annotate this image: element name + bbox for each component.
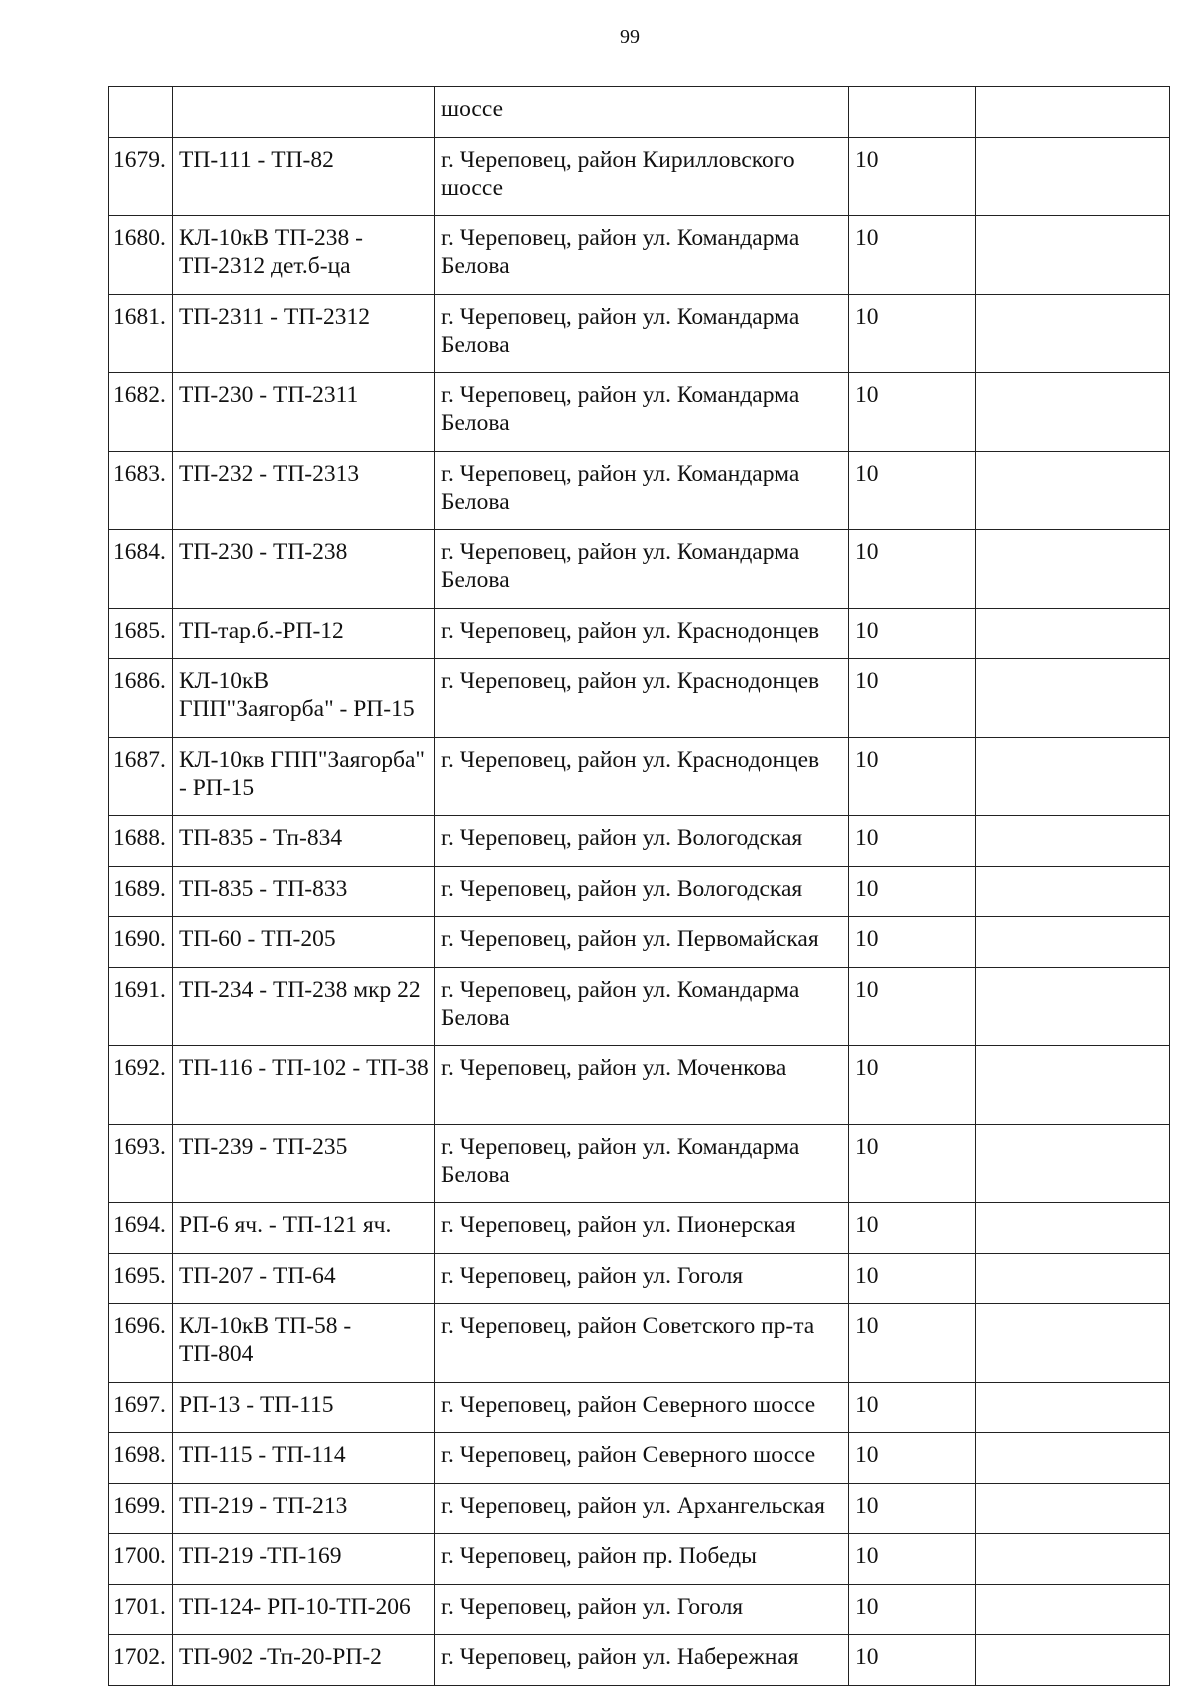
cell-address: г. Череповец, район ул. Командарма Белова [435, 294, 849, 373]
table-row [109, 1635, 1170, 1686]
cell-voltage: 10 [849, 967, 976, 1046]
cell-address: г. Череповец, район ул. Моченкова [435, 1046, 849, 1125]
table-row [109, 1124, 1170, 1203]
cell-voltage: 10 [849, 866, 976, 917]
cell-voltage: 10 [849, 294, 976, 373]
cell-line: РП-13 - ТП-115 [173, 1382, 435, 1433]
cell-voltage: 10 [849, 1433, 976, 1484]
table-row [109, 816, 1170, 867]
cell-num: 1696. [109, 1304, 173, 1383]
cell-line: КЛ-10кВ ТП-58 - ТП-804 [173, 1304, 435, 1383]
cell-note [976, 1382, 1170, 1433]
cell-voltage: 10 [849, 216, 976, 295]
cell-voltage: 10 [849, 737, 976, 816]
cable-lines-table [108, 86, 1170, 1686]
cell-address: г. Череповец, район ул. Вологодская [435, 866, 849, 917]
cell-num: 1701. [109, 1584, 173, 1635]
table-row [109, 1483, 1170, 1534]
cell-line: ТП-111 - ТП-82 [173, 137, 435, 216]
cell-num: 1686. [109, 659, 173, 738]
table-row [109, 1534, 1170, 1585]
table-row [109, 294, 1170, 373]
cell-line: ТП-835 - Тп-834 [173, 816, 435, 867]
cell-address: г. Череповец, район ул. Краснодонцев [435, 659, 849, 738]
table-row [109, 917, 1170, 968]
cell-line: ТП-116 - ТП-102 - ТП-38 [173, 1046, 435, 1125]
table-row [109, 1433, 1170, 1484]
cell-note [976, 1534, 1170, 1585]
cell-note [976, 451, 1170, 530]
cell-voltage: 10 [849, 816, 976, 867]
cell-address: г. Череповец, район Северного шоссе [435, 1382, 849, 1433]
cell-line: ТП-232 - ТП-2313 [173, 451, 435, 530]
cell-note [976, 373, 1170, 452]
cell-line: ТП-230 - ТП-2311 [173, 373, 435, 452]
cell-num: 1700. [109, 1534, 173, 1585]
cell-address: г. Череповец, район ул. Гоголя [435, 1584, 849, 1635]
cell-num: 1690. [109, 917, 173, 968]
cell-line: ТП-219 -ТП-169 [173, 1534, 435, 1585]
cell-voltage [849, 87, 976, 138]
cell-note [976, 216, 1170, 295]
cell-address: шоссе [435, 87, 849, 138]
table-row [109, 216, 1170, 295]
cell-note [976, 294, 1170, 373]
cell-note [976, 1635, 1170, 1686]
cell-voltage: 10 [849, 1635, 976, 1686]
cell-line: ТП-60 - ТП-205 [173, 917, 435, 968]
cell-address: г. Череповец, район ул. Первомайская [435, 917, 849, 968]
cell-num: 1684. [109, 530, 173, 609]
cell-voltage: 10 [849, 451, 976, 530]
cell-num: 1693. [109, 1124, 173, 1203]
cell-line: РП-6 яч. - ТП-121 яч. [173, 1203, 435, 1254]
table-row [109, 530, 1170, 609]
cell-voltage: 10 [849, 137, 976, 216]
table-row [109, 373, 1170, 452]
table-row [109, 866, 1170, 917]
cell-line: ТП-230 - ТП-238 [173, 530, 435, 609]
table-row [109, 1253, 1170, 1304]
cell-address: г. Череповец, район ул. Командарма Белова [435, 1124, 849, 1203]
cell-note [976, 1124, 1170, 1203]
table-row [109, 659, 1170, 738]
cell-address: г. Череповец, район Северного шоссе [435, 1433, 849, 1484]
cell-address: г. Череповец, район ул. Командарма Белова [435, 451, 849, 530]
cell-line: КЛ-10кВ ГПП"Заягорба" - РП-15 [173, 659, 435, 738]
table-row [109, 608, 1170, 659]
table-row [109, 1046, 1170, 1125]
cell-voltage: 10 [849, 608, 976, 659]
cell-line: ТП-115 - ТП-114 [173, 1433, 435, 1484]
cell-address: г. Череповец, район ул. Командарма Белова [435, 216, 849, 295]
cell-address: г. Череповец, район Кирилловского шоссе [435, 137, 849, 216]
cell-num: 1699. [109, 1483, 173, 1534]
cell-address: г. Череповец, район ул. Пионерская [435, 1203, 849, 1254]
cell-voltage: 10 [849, 1382, 976, 1433]
cell-line: ТП-тар.б.-РП-12 [173, 608, 435, 659]
cell-line: ТП-207 - ТП-64 [173, 1253, 435, 1304]
cell-num: 1697. [109, 1382, 173, 1433]
cell-num: 1682. [109, 373, 173, 452]
cell-note [976, 917, 1170, 968]
cell-num: 1683. [109, 451, 173, 530]
cell-num: 1679. [109, 137, 173, 216]
cell-line: ТП-239 - ТП-235 [173, 1124, 435, 1203]
cell-num: 1689. [109, 866, 173, 917]
cell-note [976, 737, 1170, 816]
cell-num: 1702. [109, 1635, 173, 1686]
table-row [109, 1382, 1170, 1433]
cell-num: 1694. [109, 1203, 173, 1254]
cell-voltage: 10 [849, 1483, 976, 1534]
table-row [109, 137, 1170, 216]
cell-address: г. Череповец, район ул. Командарма Белова [435, 530, 849, 609]
table-row [109, 451, 1170, 530]
cell-note [976, 1046, 1170, 1125]
cell-note [976, 1584, 1170, 1635]
table-body [109, 87, 1170, 1686]
cell-line: ТП-2311 - ТП-2312 [173, 294, 435, 373]
cell-num: 1688. [109, 816, 173, 867]
cell-line: ТП-835 - ТП-833 [173, 866, 435, 917]
cell-num: 1687. [109, 737, 173, 816]
cell-voltage: 10 [849, 1124, 976, 1203]
cell-note [976, 866, 1170, 917]
cell-num: 1680. [109, 216, 173, 295]
continuation-row [109, 87, 1170, 138]
cell-line [173, 87, 435, 138]
cell-voltage: 10 [849, 1046, 976, 1125]
cell-note [976, 967, 1170, 1046]
cell-note [976, 1203, 1170, 1254]
cell-note [976, 608, 1170, 659]
cell-voltage: 10 [849, 917, 976, 968]
cell-voltage: 10 [849, 373, 976, 452]
cell-line: ТП-234 - ТП-238 мкр 22 [173, 967, 435, 1046]
cell-num: 1692. [109, 1046, 173, 1125]
cell-line: ТП-902 -Тп-20-РП-2 [173, 1635, 435, 1686]
cell-note [976, 1304, 1170, 1383]
cell-line: ТП-219 - ТП-213 [173, 1483, 435, 1534]
cell-note [976, 530, 1170, 609]
cell-note [976, 87, 1170, 138]
cell-num: 1695. [109, 1253, 173, 1304]
cell-num: 1691. [109, 967, 173, 1046]
cell-voltage: 10 [849, 530, 976, 609]
cell-address: г. Череповец, район ул. Краснодонцев [435, 608, 849, 659]
cell-note [976, 659, 1170, 738]
cell-num: 1698. [109, 1433, 173, 1484]
cell-note [976, 1483, 1170, 1534]
cell-voltage: 10 [849, 1203, 976, 1254]
cell-voltage: 10 [849, 1253, 976, 1304]
page-number: 99 [620, 26, 640, 48]
cell-address: г. Череповец, район Советского пр-та [435, 1304, 849, 1383]
cell-address: г. Череповец, район ул. Командарма Белова [435, 967, 849, 1046]
cell-address: г. Череповец, район ул. Краснодонцев [435, 737, 849, 816]
cell-num [109, 87, 173, 138]
table-row [109, 1584, 1170, 1635]
cell-address: г. Череповец, район ул. Архангельская [435, 1483, 849, 1534]
table-row [109, 1304, 1170, 1383]
cell-note [976, 1253, 1170, 1304]
cell-address: г. Череповец, район пр. Победы [435, 1534, 849, 1585]
cell-note [976, 816, 1170, 867]
cell-voltage: 10 [849, 1584, 976, 1635]
cell-address: г. Череповец, район ул. Набережная [435, 1635, 849, 1686]
cell-num: 1681. [109, 294, 173, 373]
cell-line: ТП-124- РП-10-ТП-206 [173, 1584, 435, 1635]
cell-address: г. Череповец, район ул. Командарма Белова [435, 373, 849, 452]
cell-voltage: 10 [849, 1534, 976, 1585]
cell-num: 1685. [109, 608, 173, 659]
table-row [109, 737, 1170, 816]
table-row [109, 1203, 1170, 1254]
cell-address: г. Череповец, район ул. Вологодская [435, 816, 849, 867]
cell-note [976, 137, 1170, 216]
cell-line: КЛ-10кВ ТП-238 - ТП-2312 дет.б-ца [173, 216, 435, 295]
cell-line: КЛ-10кв ГПП"Заягорба" - РП-15 [173, 737, 435, 816]
table-row [109, 967, 1170, 1046]
cell-voltage: 10 [849, 659, 976, 738]
cell-note [976, 1433, 1170, 1484]
cell-address: г. Череповец, район ул. Гоголя [435, 1253, 849, 1304]
cell-voltage: 10 [849, 1304, 976, 1383]
